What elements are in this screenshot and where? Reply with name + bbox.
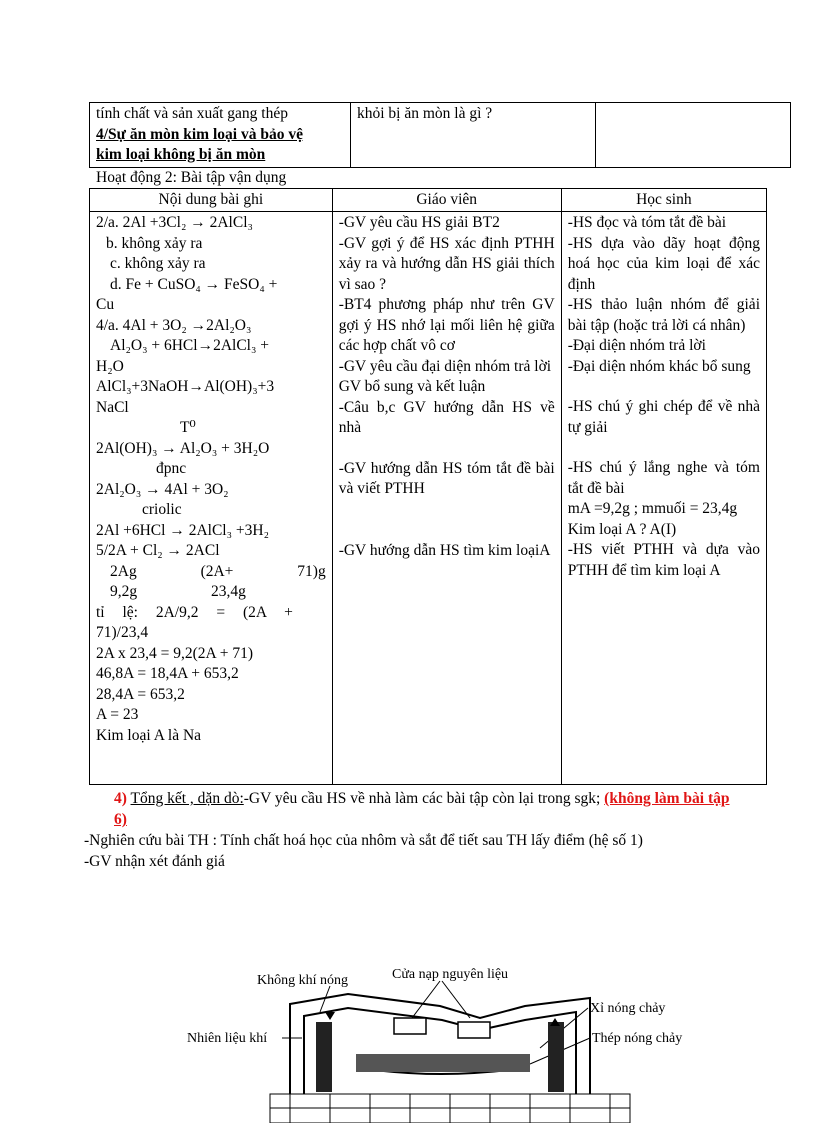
header-student: Học sinh [561, 189, 766, 212]
content-line: 2Al(OH)₃ → Al₂O₃ + 3H₂O [96, 439, 270, 457]
header-teacher: Giáo viên [332, 189, 561, 212]
teacher-item: -GV hướng dẫn HS tìm kim loạiA [338, 541, 551, 559]
content-line: d. Fe + CuSO₄ → FeSO₄ + [110, 275, 278, 293]
content-line: 2Al +6HCl → 2AlCl₃ +3H₂ [96, 521, 269, 539]
content-line: 2Al₂O₃ → 4Al + 3O₂ [96, 480, 229, 498]
label-feed-door: Cửa nạp nguyên liệu [392, 967, 509, 982]
summary-line3: -GV nhận xét đánh giá [84, 853, 225, 870]
summary-section [84, 788, 734, 872]
content-line: A = 23 [96, 706, 139, 723]
content-line: tỉ lệ: 2A/9,2 = (2A + [96, 603, 293, 621]
teacher-item: -BT4 phương pháp như trên GV gợi ý HS nhớ lại mối liên hệ giữa các hợp chất vô cơ [338, 296, 555, 354]
content-line: 2Ag (2A+ 71)g [110, 562, 326, 580]
content-line: 5/2A + Cl₂ → 2ACl [96, 542, 220, 559]
content-line: Al₂O₃ + 6HCl→2AlCl₃ + [110, 337, 269, 354]
student-item: -HS chú ý ghi chép để về nhà tự giải [567, 398, 760, 436]
student-item: -HS thảo luận nhóm để giải bài tập (hoặc trả lời cá nhân) [567, 296, 760, 334]
student-item: -Đại diện nhóm trả lời [567, 337, 706, 354]
teacher-column [332, 212, 561, 785]
teacher-item: GV bổ sung và kết luận [338, 378, 486, 395]
top-teacher-text: khỏi bị ăn mòn là gì ? [357, 105, 493, 122]
content-line: criolic [142, 501, 182, 518]
content-line: Cu [96, 296, 115, 313]
summary-number: 4) [114, 790, 127, 807]
teacher-item: -GV yêu cầu HS giải BT2 [338, 214, 500, 231]
content-line: 4/a. 4Al + 3O₂ →2Al₂O₃ [96, 316, 252, 334]
content-line: NaCl [96, 398, 129, 416]
student-item: -HS viết PTHH và dựa vào PTHH để tìm kim loại A [567, 541, 760, 579]
student-item: -Đại diện nhóm khác bổ sung [567, 357, 751, 375]
section4-title-1: 4/Sự ăn mòn kim loại và bảo vệ [96, 125, 303, 143]
top-cell-teacher [351, 103, 596, 168]
content-line: c. không xảy ra [110, 255, 206, 272]
top-cell-content [90, 103, 351, 168]
exercise-table [89, 188, 767, 785]
content-line: 2A x 23,4 = 9,2(2A + 71) [96, 644, 253, 662]
label-molten-steel: Thép nóng chảy [592, 1031, 683, 1046]
content-line: H₂O [96, 357, 124, 375]
student-item: Kim loại A ? A(I) [567, 520, 677, 538]
summary-line2: -Nghiên cứu bài TH : Tính chất hoá học của nhôm và sắt để tiết sau TH lấy điểm (hệ số 1) [84, 832, 643, 849]
activity2-title: Hoạt động 2: Bài tập vận dụng [96, 169, 287, 186]
top-table [89, 102, 791, 168]
furnace-diagram [180, 960, 720, 1123]
top-line1: tính chất và sản xuất gang thép [96, 105, 288, 122]
content-line: T⁰ [180, 419, 196, 436]
label-molten-slag: Xỉ nóng chảy [590, 1001, 666, 1016]
content-line: Kim loại A là Na [96, 726, 202, 744]
teacher-item: -GV yêu cầu đại diện nhóm trả lời [338, 357, 552, 375]
teacher-item: -Câu b,c GV hướng dẫn HS về nhà [338, 398, 555, 436]
label-hot-air: Không khí nóng [257, 973, 348, 988]
label-gas-fuel: Nhiên liệu khí [187, 1031, 268, 1046]
content-line: 2/a. 2Al +3Cl₂ → 2AlCl₃ [96, 214, 253, 231]
student-column [561, 212, 766, 785]
summary-heading: Tổng kết , dặn dò: [130, 790, 244, 807]
content-line: 46,8A = 18,4A + 653,2 [96, 665, 239, 682]
content-column [90, 212, 333, 785]
student-item: -HS chú ý lắng nghe và tóm tắt đề bài [567, 459, 760, 497]
content-line: 28,4A = 653,2 [96, 685, 185, 703]
content-line: đpnc [156, 460, 187, 477]
content-line: b. không xảy ra [106, 234, 203, 252]
student-item: mA =9,2g ; mmuối = 23,4g [567, 500, 738, 517]
section4-title-2: kim loại không bị ăn mòn [96, 146, 266, 163]
content-line: 9,2g 23,4g [110, 583, 246, 600]
summary-red-note: (không làm bài tập 6) [114, 790, 730, 828]
summary-text: -GV yêu cầu HS về nhà làm các bài tập còn lại trong sgk; [243, 790, 601, 807]
header-content: Nội dung bài ghi [90, 189, 333, 212]
content-line: AlCl₃+3NaOH→Al(OH)₃+3 [96, 378, 275, 395]
student-item: -HS dựa vào dãy hoạt động hoá học của kim loại để xác định [567, 234, 760, 293]
top-cell-student [596, 103, 791, 168]
content-line: 71)/23,4 [96, 624, 149, 641]
teacher-item: -GV hướng dẫn HS tóm tắt đề bài và viết PTHH [338, 459, 555, 497]
student-item: -HS đọc và tóm tắt đề bài [567, 214, 727, 231]
teacher-item: -GV gợi ý để HS xác định PTHH xảy ra và hướng dẫn HS giải thích vì sao ? [338, 234, 555, 293]
